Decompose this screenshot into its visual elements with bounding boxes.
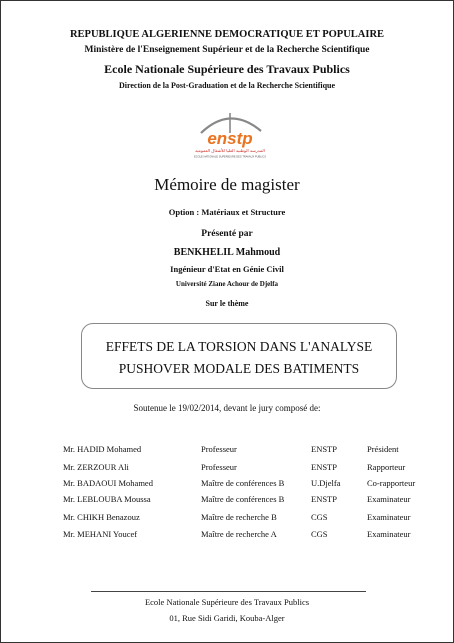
jury-grade: Maître de recherche A <box>201 529 277 539</box>
jury-institution: CGS <box>311 529 328 539</box>
jury-role: Président <box>367 444 399 454</box>
republic-heading: REPUBLIQUE ALGERIENNE DEMOCRATIQUE ET POPULAIRE <box>69 29 385 40</box>
jury-grade: Maître de conférences B <box>201 478 285 488</box>
author-degree: Ingénieur d'Etat en Génie Civil <box>170 264 284 274</box>
logo-wordmark: enstp <box>207 129 253 148</box>
thesis-title: Mémoire de magister <box>154 175 300 194</box>
jury-role: Examinateur <box>367 512 411 522</box>
footer-address: 01, Rue Sidi Garidi, Kouba-Alger <box>169 613 285 623</box>
jury-institution: CGS <box>311 512 328 522</box>
jury-role: Co-rapporteur <box>367 478 416 488</box>
direction-heading: Direction de la Post-Graduation et de la Recherche Scientifique <box>118 81 336 90</box>
footer-divider <box>91 591 366 592</box>
jury-name: Mr. BADAOUI Mohamed <box>63 478 153 488</box>
jury-institution: U.Djelfa <box>311 478 341 488</box>
jury-role: Rapporteur <box>367 462 406 472</box>
jury-institution: ENSTP <box>311 462 337 472</box>
jury-grade: Maître de conférences B <box>201 494 285 504</box>
logo-tagline: ECOLE NATIONALE SUPERIEURE DES TRAVAUX PUBLICS <box>193 155 267 159</box>
jury-name: Mr. ZERZOUR Ali <box>63 462 129 472</box>
jury-name: Mr. LEBLOUBA Moussa <box>63 494 151 504</box>
school-heading: Ecole Nationale Supérieure des Travaux Publics <box>104 62 350 76</box>
author-name: BENKHELIL Mahmoud <box>173 247 281 258</box>
footer-school: Ecole Nationale Supérieure des Travaux Publics <box>144 597 310 607</box>
jury-grade: Maître de recherche B <box>201 512 277 522</box>
logo-arabic: المدرسة الوطنية العليا للأشغال العمومية <box>195 148 265 153</box>
jury-role: Examinateur <box>367 494 411 504</box>
theme-intro: Sur le thème <box>205 299 249 308</box>
jury-name: Mr. CHIKH Benazouz <box>63 512 140 522</box>
jury-institution: ENSTP <box>311 494 337 504</box>
defense-line: Soutenue le 19/02/2014, devant le jury composé de: <box>133 403 321 413</box>
theme-line-2: PUSHOVER MODALE DES BATIMENTS <box>118 361 360 376</box>
jury-name: Mr. HADID Mohamed <box>63 444 142 454</box>
jury-name: Mr. MEHANI Youcef <box>63 529 138 539</box>
author-university: Université Ziane Achour de Djelfa <box>175 280 279 288</box>
enstp-logo <box>183 109 277 159</box>
option-line: Option : Matériaux et Structure <box>168 207 286 217</box>
jury-grade: Professeur <box>201 444 237 454</box>
ministry-heading: Ministère de l'Enseignement Supérieur et de la Recherche Scientifique <box>84 45 370 55</box>
jury-role: Examinateur <box>367 529 411 539</box>
theme-line-1: EFFETS DE LA TORSION DANS L'ANALYSE <box>105 339 373 354</box>
jury-grade: Professeur <box>201 462 237 472</box>
presented-by: Présenté par <box>201 229 253 239</box>
jury-institution: ENSTP <box>311 444 337 454</box>
theme-box <box>81 323 397 389</box>
